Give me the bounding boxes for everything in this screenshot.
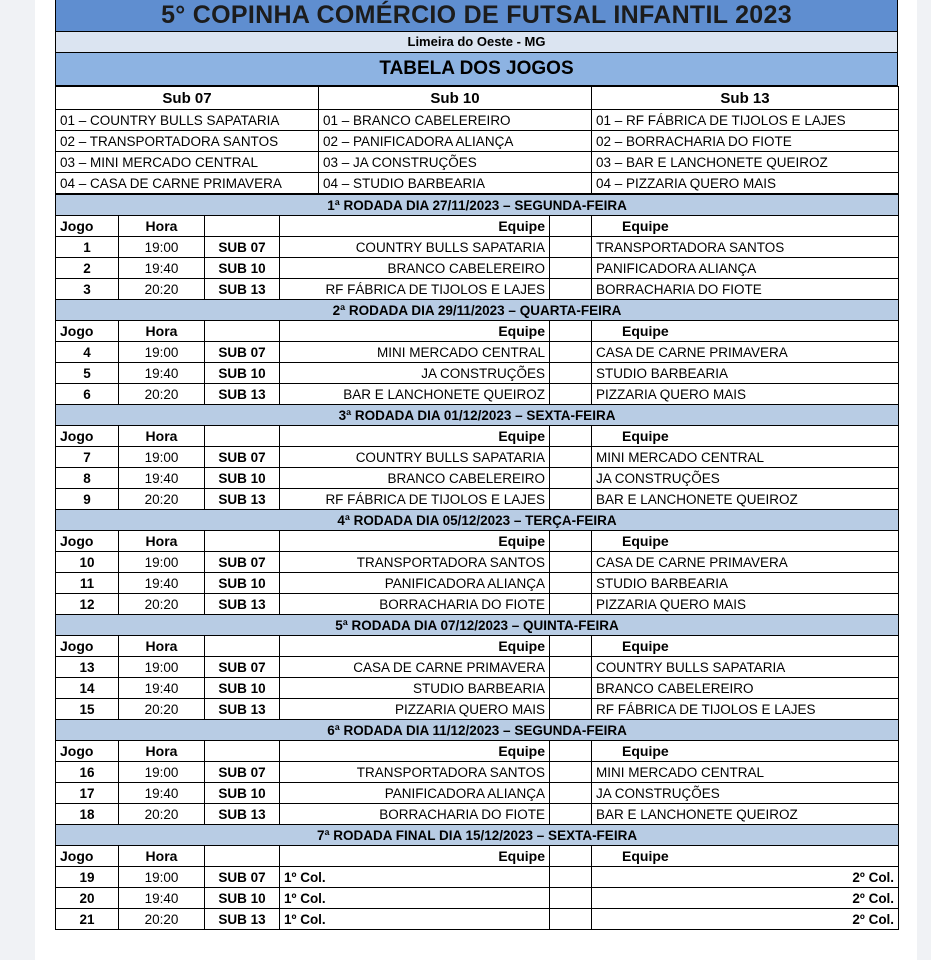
round-title: 1ª RODADA DIA 27/11/2023 – SEGUNDA-FEIRA xyxy=(56,195,899,216)
game-time: 19:00 xyxy=(119,657,205,678)
team-entry: 02 – PANIFICADORA ALIANÇA xyxy=(319,131,592,152)
game-time: 19:00 xyxy=(119,447,205,468)
games-table xyxy=(55,194,899,930)
score-cell xyxy=(550,237,592,258)
equipe-header: Equipe xyxy=(592,636,899,657)
table-title: TABELA DOS JOGOS xyxy=(55,53,898,86)
score-cell xyxy=(550,552,592,573)
game-row xyxy=(56,447,899,468)
game-number: 4 xyxy=(56,342,119,363)
game-time: 19:40 xyxy=(119,468,205,489)
team-entry: 03 – JA CONSTRUÇÕES xyxy=(319,152,592,173)
away-team: COUNTRY BULLS SAPATARIA xyxy=(592,657,899,678)
team-entry: 04 – CASA DE CARNE PRIMAVERA xyxy=(56,173,319,194)
game-time: 19:40 xyxy=(119,783,205,804)
round-header-row xyxy=(56,195,899,216)
category-header: Sub 10 xyxy=(319,87,592,110)
game-number: 1 xyxy=(56,237,119,258)
hora-header: Hora xyxy=(119,636,205,657)
game-row xyxy=(56,804,899,825)
home-team: CASA DE CARNE PRIMAVERA xyxy=(280,657,550,678)
empty-cell xyxy=(205,636,280,657)
home-team: MINI MERCADO CENTRAL xyxy=(280,342,550,363)
score-cell xyxy=(550,804,592,825)
game-category: SUB 07 xyxy=(205,762,280,783)
game-time: 19:00 xyxy=(119,237,205,258)
game-row xyxy=(56,657,899,678)
round-title: 2ª RODADA DIA 29/11/2023 – QUARTA-FEIRA xyxy=(56,300,899,321)
equipe-header: Equipe xyxy=(280,531,550,552)
game-number: 16 xyxy=(56,762,119,783)
home-team: JA CONSTRUÇÕES xyxy=(280,363,550,384)
equipe-header: Equipe xyxy=(280,846,550,867)
game-row xyxy=(56,699,899,720)
away-team: BAR E LANCHONETE QUEIROZ xyxy=(592,804,899,825)
empty-cell xyxy=(205,216,280,237)
away-team: JA CONSTRUÇÕES xyxy=(592,783,899,804)
jogo-header: Jogo xyxy=(56,426,119,447)
score-cell xyxy=(550,783,592,804)
empty-cell xyxy=(205,321,280,342)
away-team: CASA DE CARNE PRIMAVERA xyxy=(592,552,899,573)
team-entry: 01 – COUNTRY BULLS SAPATARIA xyxy=(56,110,319,131)
home-team: STUDIO BARBEARIA xyxy=(280,678,550,699)
game-row xyxy=(56,678,899,699)
category-team-row xyxy=(56,110,899,131)
empty-cell xyxy=(550,531,592,552)
game-number: 9 xyxy=(56,489,119,510)
score-cell xyxy=(550,657,592,678)
column-header-row xyxy=(56,321,899,342)
game-time: 20:20 xyxy=(119,699,205,720)
home-team: RF FÁBRICA DE TIJOLOS E LAJES xyxy=(280,489,550,510)
game-category: SUB 13 xyxy=(205,489,280,510)
game-row xyxy=(56,258,899,279)
score-cell xyxy=(550,342,592,363)
score-cell xyxy=(550,279,592,300)
column-header-row xyxy=(56,636,899,657)
game-time: 20:20 xyxy=(119,909,205,930)
game-category: SUB 13 xyxy=(205,804,280,825)
game-row xyxy=(56,909,899,930)
game-category: SUB 07 xyxy=(205,657,280,678)
home-team: BRANCO CABELEREIRO xyxy=(280,468,550,489)
jogo-header: Jogo xyxy=(56,321,119,342)
categories-table xyxy=(55,86,899,194)
jogo-header: Jogo xyxy=(56,741,119,762)
game-row xyxy=(56,342,899,363)
document-page xyxy=(35,0,917,960)
away-team: 2º Col. xyxy=(592,909,899,930)
score-cell xyxy=(550,489,592,510)
game-time: 19:00 xyxy=(119,867,205,888)
away-team: BAR E LANCHONETE QUEIROZ xyxy=(592,489,899,510)
round-header-row xyxy=(56,825,899,846)
game-row xyxy=(56,237,899,258)
score-cell xyxy=(550,867,592,888)
game-row xyxy=(56,384,899,405)
team-entry: 04 – STUDIO BARBEARIA xyxy=(319,173,592,194)
hora-header: Hora xyxy=(119,741,205,762)
score-cell xyxy=(550,447,592,468)
home-team: PIZZARIA QUERO MAIS xyxy=(280,699,550,720)
team-entry: 03 – MINI MERCADO CENTRAL xyxy=(56,152,319,173)
team-entry: 01 – BRANCO CABELEREIRO xyxy=(319,110,592,131)
home-team: COUNTRY BULLS SAPATARIA xyxy=(280,447,550,468)
round-title: 6ª RODADA DIA 11/12/2023 – SEGUNDA-FEIRA xyxy=(56,720,899,741)
equipe-header: Equipe xyxy=(592,846,899,867)
score-cell xyxy=(550,258,592,279)
game-number: 2 xyxy=(56,258,119,279)
game-row xyxy=(56,867,899,888)
home-team: BAR E LANCHONETE QUEIROZ xyxy=(280,384,550,405)
team-entry: 04 – PIZZARIA QUERO MAIS xyxy=(592,173,899,194)
empty-cell xyxy=(550,636,592,657)
round-header-row xyxy=(56,615,899,636)
home-team: COUNTRY BULLS SAPATARIA xyxy=(280,237,550,258)
score-cell xyxy=(550,594,592,615)
equipe-header: Equipe xyxy=(592,321,899,342)
equipe-header: Equipe xyxy=(280,426,550,447)
category-team-row xyxy=(56,152,899,173)
equipe-header: Equipe xyxy=(592,426,899,447)
game-number: 18 xyxy=(56,804,119,825)
away-team: BORRACHARIA DO FIOTE xyxy=(592,279,899,300)
empty-cell xyxy=(205,741,280,762)
home-team: PANIFICADORA ALIANÇA xyxy=(280,783,550,804)
game-number: 15 xyxy=(56,699,119,720)
away-team: CASA DE CARNE PRIMAVERA xyxy=(592,342,899,363)
equipe-header: Equipe xyxy=(280,741,550,762)
game-category: SUB 10 xyxy=(205,258,280,279)
team-entry: 02 – BORRACHARIA DO FIOTE xyxy=(592,131,899,152)
game-number: 12 xyxy=(56,594,119,615)
team-entry: 03 – BAR E LANCHONETE QUEIROZ xyxy=(592,152,899,173)
game-category: SUB 10 xyxy=(205,363,280,384)
game-row xyxy=(56,363,899,384)
empty-cell xyxy=(550,216,592,237)
game-number: 7 xyxy=(56,447,119,468)
jogo-header: Jogo xyxy=(56,216,119,237)
column-header-row xyxy=(56,531,899,552)
home-team: RF FÁBRICA DE TIJOLOS E LAJES xyxy=(280,279,550,300)
home-team: TRANSPORTADORA SANTOS xyxy=(280,552,550,573)
game-row xyxy=(56,468,899,489)
column-header-row xyxy=(56,846,899,867)
equipe-header: Equipe xyxy=(592,531,899,552)
game-category: SUB 13 xyxy=(205,594,280,615)
game-category: SUB 10 xyxy=(205,678,280,699)
empty-cell xyxy=(550,846,592,867)
round-title: 4ª RODADA DIA 05/12/2023 – TERÇA-FEIRA xyxy=(56,510,899,531)
round-header-row xyxy=(56,510,899,531)
game-category: SUB 10 xyxy=(205,783,280,804)
home-team: BORRACHARIA DO FIOTE xyxy=(280,804,550,825)
hora-header: Hora xyxy=(119,216,205,237)
game-row xyxy=(56,552,899,573)
game-number: 19 xyxy=(56,867,119,888)
score-cell xyxy=(550,573,592,594)
game-time: 19:40 xyxy=(119,363,205,384)
game-category: SUB 13 xyxy=(205,279,280,300)
schedule-frame xyxy=(55,0,898,930)
score-cell xyxy=(550,762,592,783)
game-category: SUB 07 xyxy=(205,447,280,468)
game-number: 17 xyxy=(56,783,119,804)
equipe-header: Equipe xyxy=(280,321,550,342)
empty-cell xyxy=(550,321,592,342)
round-title: 5ª RODADA DIA 07/12/2023 – QUINTA-FEIRA xyxy=(56,615,899,636)
away-team: STUDIO BARBEARIA xyxy=(592,573,899,594)
round-title: 7ª RODADA FINAL DIA 15/12/2023 – SEXTA-FEIRA xyxy=(56,825,899,846)
away-team: STUDIO BARBEARIA xyxy=(592,363,899,384)
column-header-row xyxy=(56,741,899,762)
game-time: 20:20 xyxy=(119,489,205,510)
game-time: 20:20 xyxy=(119,279,205,300)
score-cell xyxy=(550,699,592,720)
game-row xyxy=(56,783,899,804)
column-header-row xyxy=(56,216,899,237)
hora-header: Hora xyxy=(119,846,205,867)
jogo-header: Jogo xyxy=(56,846,119,867)
home-team: 1º Col. xyxy=(280,909,550,930)
game-time: 20:20 xyxy=(119,804,205,825)
game-number: 14 xyxy=(56,678,119,699)
game-number: 10 xyxy=(56,552,119,573)
game-number: 21 xyxy=(56,909,119,930)
hora-header: Hora xyxy=(119,531,205,552)
game-row xyxy=(56,762,899,783)
game-time: 19:00 xyxy=(119,552,205,573)
game-time: 19:40 xyxy=(119,573,205,594)
away-team: MINI MERCADO CENTRAL xyxy=(592,447,899,468)
home-team: PANIFICADORA ALIANÇA xyxy=(280,573,550,594)
equipe-header: Equipe xyxy=(592,741,899,762)
game-row xyxy=(56,489,899,510)
score-cell xyxy=(550,468,592,489)
away-team: 2º Col. xyxy=(592,888,899,909)
game-row xyxy=(56,279,899,300)
away-team: JA CONSTRUÇÕES xyxy=(592,468,899,489)
score-cell xyxy=(550,363,592,384)
score-cell xyxy=(550,678,592,699)
game-time: 19:40 xyxy=(119,258,205,279)
score-cell xyxy=(550,888,592,909)
game-time: 19:00 xyxy=(119,762,205,783)
empty-cell xyxy=(205,426,280,447)
team-entry: 01 – RF FÁBRICA DE TIJOLOS E LAJES xyxy=(592,110,899,131)
home-team: BRANCO CABELEREIRO xyxy=(280,258,550,279)
jogo-header: Jogo xyxy=(56,531,119,552)
home-team: 1º Col. xyxy=(280,888,550,909)
game-number: 5 xyxy=(56,363,119,384)
empty-cell xyxy=(550,741,592,762)
round-title: 3ª RODADA DIA 01/12/2023 – SEXTA-FEIRA xyxy=(56,405,899,426)
category-header: Sub 13 xyxy=(592,87,899,110)
away-team: RF FÁBRICA DE TIJOLOS E LAJES xyxy=(592,699,899,720)
away-team: TRANSPORTADORA SANTOS xyxy=(592,237,899,258)
round-header-row xyxy=(56,720,899,741)
category-header: Sub 07 xyxy=(56,87,319,110)
category-team-row xyxy=(56,131,899,152)
game-number: 8 xyxy=(56,468,119,489)
away-team: PIZZARIA QUERO MAIS xyxy=(592,384,899,405)
game-time: 19:40 xyxy=(119,678,205,699)
hora-header: Hora xyxy=(119,321,205,342)
away-team: BRANCO CABELEREIRO xyxy=(592,678,899,699)
game-category: SUB 13 xyxy=(205,909,280,930)
away-team: MINI MERCADO CENTRAL xyxy=(592,762,899,783)
game-category: SUB 07 xyxy=(205,237,280,258)
game-category: SUB 10 xyxy=(205,573,280,594)
column-header-row xyxy=(56,426,899,447)
game-category: SUB 07 xyxy=(205,342,280,363)
jogo-header: Jogo xyxy=(56,636,119,657)
game-row xyxy=(56,594,899,615)
game-number: 6 xyxy=(56,384,119,405)
equipe-header: Equipe xyxy=(592,216,899,237)
equipe-header: Equipe xyxy=(280,216,550,237)
game-category: SUB 07 xyxy=(205,867,280,888)
score-cell xyxy=(550,909,592,930)
category-team-row xyxy=(56,173,899,194)
game-row xyxy=(56,573,899,594)
home-team: 1º Col. xyxy=(280,867,550,888)
home-team: TRANSPORTADORA SANTOS xyxy=(280,762,550,783)
page-title: 5° COPINHA COMÉRCIO DE FUTSAL INFANTIL 2023 xyxy=(55,0,898,32)
game-time: 19:40 xyxy=(119,888,205,909)
game-time: 20:20 xyxy=(119,384,205,405)
game-category: SUB 10 xyxy=(205,888,280,909)
home-team: BORRACHARIA DO FIOTE xyxy=(280,594,550,615)
score-cell xyxy=(550,384,592,405)
away-team: 2º Col. xyxy=(592,867,899,888)
hora-header: Hora xyxy=(119,426,205,447)
game-category: SUB 10 xyxy=(205,468,280,489)
game-category: SUB 13 xyxy=(205,384,280,405)
empty-cell xyxy=(205,531,280,552)
game-category: SUB 13 xyxy=(205,699,280,720)
team-entry: 02 – TRANSPORTADORA SANTOS xyxy=(56,131,319,152)
location-subtitle: Limeira do Oeste - MG xyxy=(55,32,898,53)
game-number: 11 xyxy=(56,573,119,594)
round-header-row xyxy=(56,300,899,321)
empty-cell xyxy=(205,846,280,867)
equipe-header: Equipe xyxy=(280,636,550,657)
game-number: 20 xyxy=(56,888,119,909)
game-category: SUB 07 xyxy=(205,552,280,573)
away-team: PANIFICADORA ALIANÇA xyxy=(592,258,899,279)
away-team: PIZZARIA QUERO MAIS xyxy=(592,594,899,615)
game-time: 19:00 xyxy=(119,342,205,363)
game-number: 13 xyxy=(56,657,119,678)
game-time: 20:20 xyxy=(119,594,205,615)
round-header-row xyxy=(56,405,899,426)
game-row xyxy=(56,888,899,909)
empty-cell xyxy=(550,426,592,447)
game-number: 3 xyxy=(56,279,119,300)
categories-header-row xyxy=(56,87,899,110)
